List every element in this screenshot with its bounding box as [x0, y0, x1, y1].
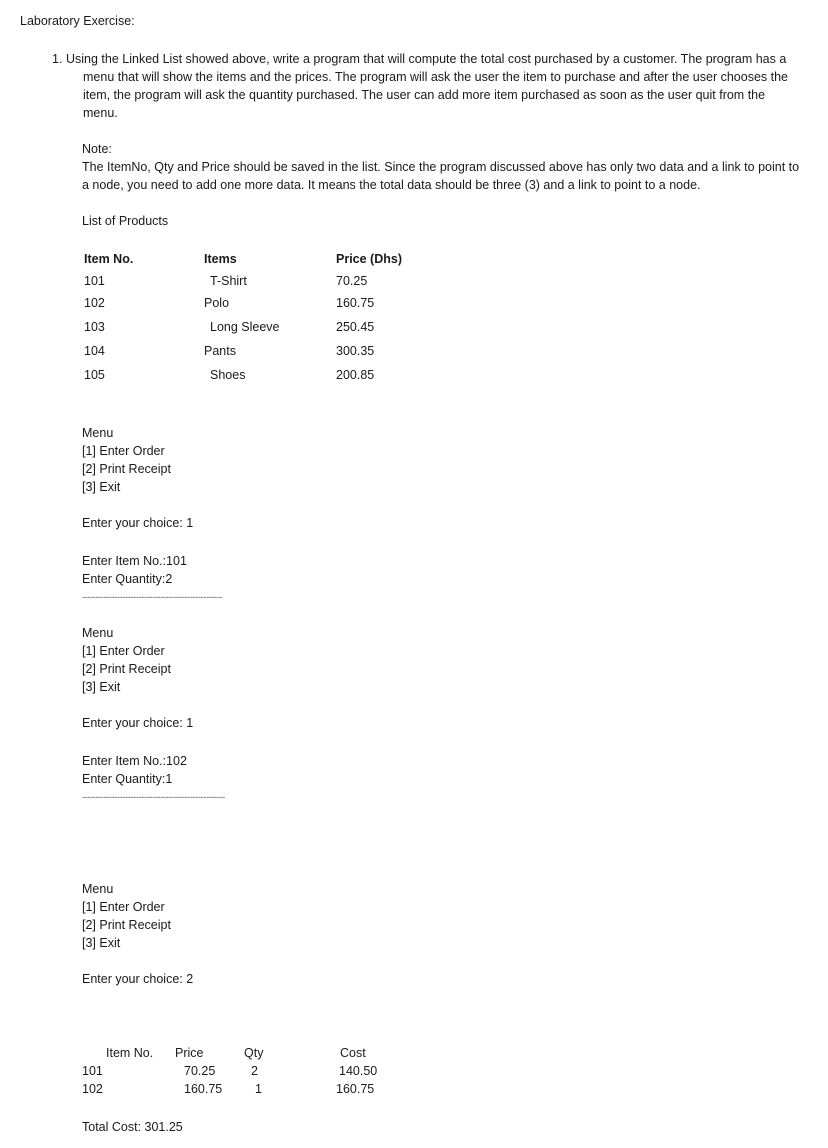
product-item-no: 101 [84, 274, 105, 288]
exercise-line-2: menu that will show the items and the prices. The program will ask the user the item to purchase and after the user chooses the [83, 70, 788, 84]
menu-title: Menu [82, 426, 114, 440]
product-item: Long Sleeve [210, 320, 280, 334]
menu-title: Menu [82, 882, 114, 896]
receipt-item-no: 102 [82, 1082, 103, 1096]
item-no-prompt: Enter Item No.:102 [82, 754, 187, 768]
product-price: 300.35 [336, 344, 375, 358]
product-item-no: 103 [84, 320, 105, 334]
exercise-number: 1. [52, 52, 63, 66]
product-item-no: 102 [84, 296, 105, 310]
menu-option: [1] Enter Order [82, 444, 165, 458]
products-title: List of Products [82, 214, 169, 228]
receipt-price: 70.25 [184, 1064, 216, 1078]
exercise-line-3: item, the program will ask the quantity purchased. The user can add more item purchased as soon as the user quit from the [83, 88, 766, 102]
receipt-item-no: 101 [82, 1064, 103, 1078]
exercise-line-4: menu. [83, 106, 118, 120]
products-header-price: Price (Dhs) [336, 252, 402, 266]
products-header-items: Items [204, 252, 237, 266]
total-cost: Total Cost: 301.25 [82, 1120, 183, 1134]
choice-prompt: Enter your choice: 1 [82, 716, 194, 730]
separator: ----------------------------------------------------- [82, 792, 225, 802]
product-price: 250.45 [336, 320, 375, 334]
product-price: 70.25 [336, 274, 368, 288]
menu-option: [1] Enter Order [82, 644, 165, 658]
note-label: Note: [82, 142, 112, 156]
product-item-no: 104 [84, 344, 105, 358]
product-price: 200.85 [336, 368, 375, 382]
menu-title: Menu [82, 626, 114, 640]
product-item-no: 105 [84, 368, 105, 382]
quantity-prompt: Enter Quantity:1 [82, 772, 173, 786]
page-title: Laboratory Exercise: [20, 14, 135, 28]
menu-option: [3] Exit [82, 480, 121, 494]
menu-option: [1] Enter Order [82, 900, 165, 914]
product-price: 160.75 [336, 296, 375, 310]
menu-option: [3] Exit [82, 936, 121, 950]
receipt-header-cost: Cost [340, 1046, 366, 1060]
receipt-header-qty: Qty [244, 1046, 264, 1060]
menu-option: [2] Print Receipt [82, 918, 171, 932]
note-line-1: The ItemNo, Qty and Price should be saved in the list. Since the program discussed above has only two data and a link to point to [82, 160, 800, 174]
menu-option: [2] Print Receipt [82, 462, 171, 476]
item-no-prompt: Enter Item No.:101 [82, 554, 187, 568]
choice-prompt: Enter your choice: 1 [82, 516, 194, 530]
receipt-cost: 140.50 [339, 1064, 378, 1078]
receipt-header-item-no: Item No. [106, 1046, 154, 1060]
product-item: T-Shirt [210, 274, 247, 288]
menu-option: [3] Exit [82, 680, 121, 694]
quantity-prompt: Enter Quantity:2 [82, 572, 173, 586]
exercise-line-1: Using the Linked List showed above, write a program that will compute the total cost purchased by a customer. The program has a [66, 52, 787, 66]
receipt-price: 160.75 [184, 1082, 223, 1096]
product-item: Shoes [210, 368, 246, 382]
separator: ---------------------------------------------------- [82, 592, 223, 602]
note-line-2: a node, you need to add one more data. It means the total data should be three (3) and a link to point to a node. [82, 178, 701, 192]
product-item: Pants [204, 344, 236, 358]
receipt-qty: 1 [255, 1082, 262, 1096]
product-item: Polo [204, 296, 230, 310]
menu-option: [2] Print Receipt [82, 662, 171, 676]
choice-prompt: Enter your choice: 2 [82, 972, 194, 986]
receipt-qty: 2 [251, 1064, 258, 1078]
products-header-item-no: Item No. [84, 252, 134, 266]
receipt-cost: 160.75 [336, 1082, 375, 1096]
receipt-header-price: Price [175, 1046, 204, 1060]
